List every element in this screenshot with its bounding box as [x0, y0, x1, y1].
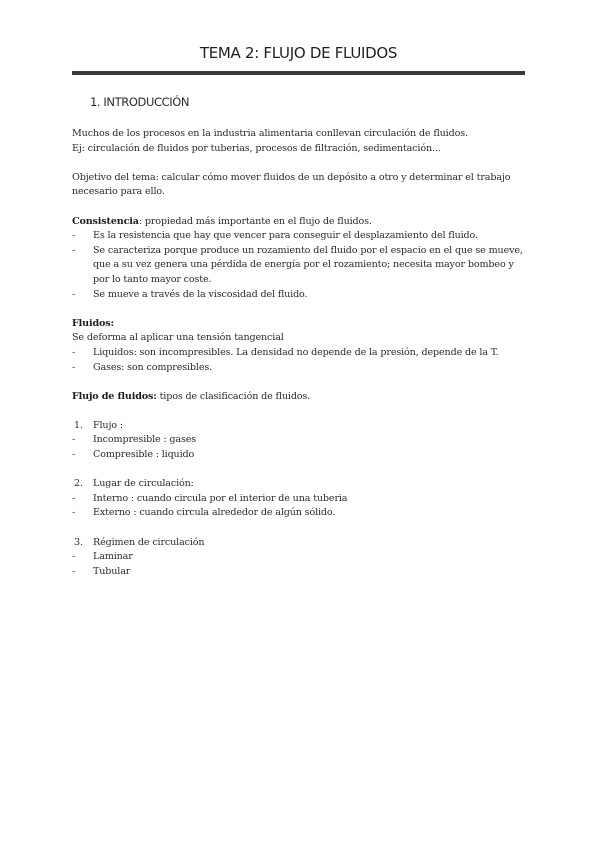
- consistency-text: : propiedad más importante en el flujo de fluidos.: [138, 215, 372, 227]
- sub-list: [72, 492, 527, 521]
- item-number: 1.: [74, 419, 83, 431]
- list-item: - Interno : cuando circula por el interior de una tuberia: [72, 492, 527, 507]
- item-label: Flujo :: [93, 419, 123, 431]
- list-item: - Compresible : liquido: [72, 448, 527, 463]
- sub-list: [72, 550, 527, 579]
- list-item: - Incompresible : gases: [72, 433, 527, 448]
- item-label: Lugar de circulación:: [93, 478, 194, 490]
- consistency-definition: [72, 215, 527, 230]
- sub-list: [72, 433, 527, 462]
- consistency-term: Consistencia: [72, 215, 139, 227]
- numbered-item: [72, 477, 527, 492]
- item-number: 2.: [74, 478, 83, 490]
- list-item: - Liquidos: son incompresibles. La densidad no depende de la presión, depende de la T.: [72, 346, 527, 361]
- list-item: - Es la resistencia que hay que vencer para conseguir el desplazamiento del fluido.: [72, 229, 527, 244]
- fluids-term: Fluidos:: [72, 317, 114, 329]
- item-label: Régimen de circulación: [93, 536, 205, 548]
- fluids-term-line: [72, 317, 527, 332]
- list-item: - Gases: son compresibles.: [72, 361, 527, 376]
- section-heading: 1. INTRODUCCIÓN: [90, 95, 190, 109]
- fluids-definition: Se deforma al aplicar una tensión tangencial: [72, 332, 284, 344]
- list-item: - Tubular: [72, 565, 527, 580]
- fluids-list: [72, 346, 527, 375]
- fluid-flow-definition: [72, 390, 527, 405]
- objective-paragraph: Objetivo del tema: calcular cómo mover fluidos de un depósito a otro y determinar el trabajo necesario para ello.: [72, 171, 511, 198]
- list-item: - Se mueve a través de la viscosidad del fluido.: [72, 288, 527, 303]
- fluid-flow-term: Flujo de fluidos:: [72, 390, 157, 402]
- title-rule: [72, 71, 525, 75]
- list-item: - Se caracteriza porque produce un rozamiento del fluido por el espacio en el que se mueve, que a su vez genera una pérdida de energía por el rozamiento; necesita mayor bombeo y por lo tanto mayor coste.: [72, 244, 527, 288]
- numbered-item: [72, 536, 527, 551]
- intro-line: Ej: circulación de fluidos por tuberias, procesos de filtración, sedimentación...: [72, 142, 441, 154]
- list-item: - Laminar: [72, 550, 527, 565]
- list-item: - Externo : cuando circula alrededor de algún sólido.: [72, 506, 527, 521]
- item-number: 3.: [74, 536, 83, 548]
- document-body: [72, 127, 527, 579]
- fluid-flow-text: tipos de clasificación de fluidos.: [156, 390, 311, 402]
- numbered-item: [72, 419, 527, 434]
- document-title: TEMA 2: FLUJO DE FLUIDOS: [199, 44, 398, 62]
- consistency-list: [72, 229, 527, 302]
- intro-line: Muchos de los procesos en la industria alimentaria conllevan circulación de fluidos.: [72, 128, 468, 139]
